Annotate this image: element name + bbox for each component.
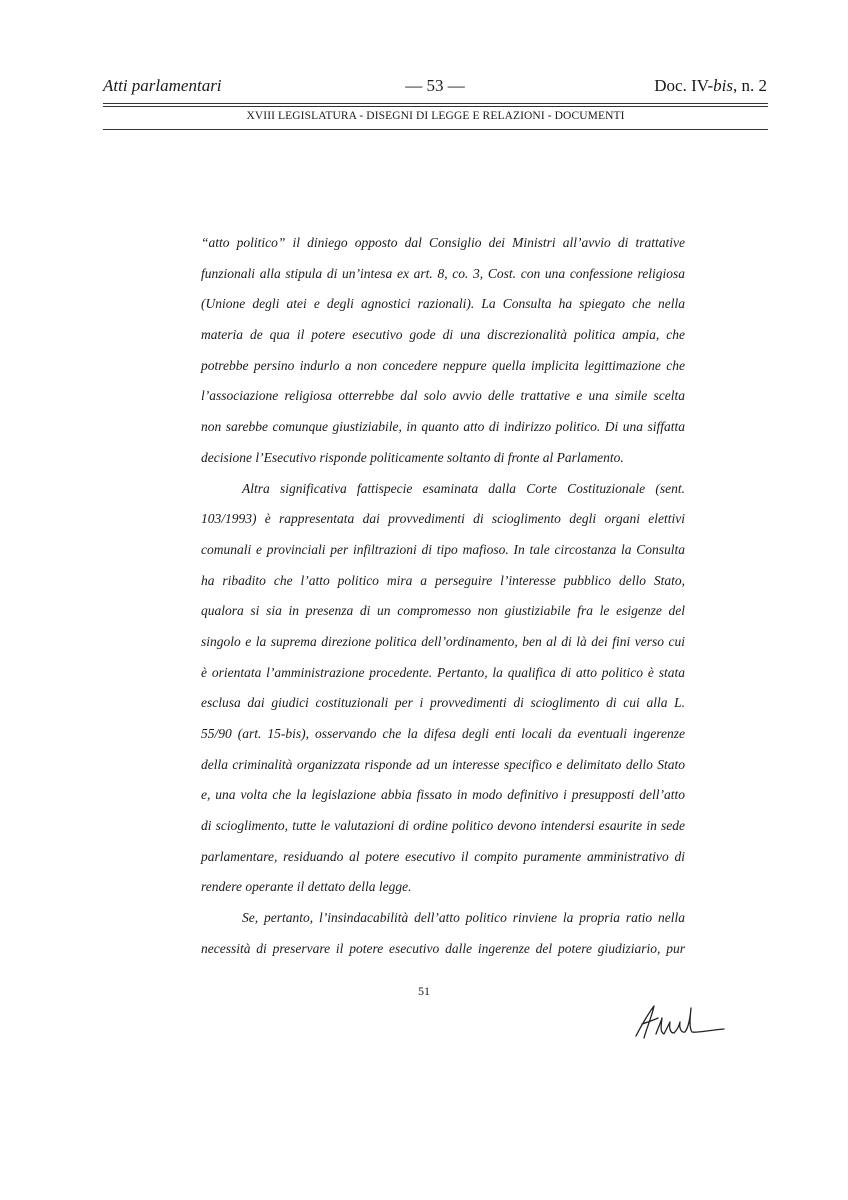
header-rule-bottom xyxy=(103,129,768,130)
text-line: 55/90 (art. 15-bis), osservando che la difesa degli enti locali da eventuali ingerenze xyxy=(201,726,685,741)
text-line: rendere operante il dettato della legge. xyxy=(201,879,412,895)
text-line: ha ribadito che l’atto politico mira a perseguire l’interesse pubblico dello Stato, xyxy=(201,572,685,588)
text-line: l’associazione religiosa otterrebbe dal solo avvio delle trattative e una simile scelta xyxy=(201,388,685,404)
text-line: e, una volta che la legislazione abbia fissato in modo definitivo i presupposti dell’atto xyxy=(201,787,685,803)
footer-page-number: 51 xyxy=(418,984,430,998)
text-line: decisione l’Esecutivo risponde politicamente soltanto di fronte al Parlamento. xyxy=(201,449,624,465)
text-line: funzionali alla stipula di un’intesa ex art. 8, co. 3, Cost. con una confessione religiosa xyxy=(201,265,685,281)
header-page-number: — 53 — xyxy=(405,76,465,95)
text-line: singolo e la suprema direzione politica dell’ordinamento, ben al di là dei fini verso cui xyxy=(201,633,685,649)
text-line: della criminalità organizzata risponde ad un interesse specifico e delimitato dello Stato xyxy=(201,756,685,772)
text-line: (Unione degli atei e degli agnostici razionali). La Consulta ha spiegato che nella xyxy=(201,296,685,312)
header-doc-ref-prefix: Doc. IV- xyxy=(654,76,714,95)
text-line: necessità di preservare il potere esecutivo dalle ingerenze del potere giudiziario, pur xyxy=(201,940,685,956)
text-line: materia de qua il potere esecutivo gode di una discrezionalità politica ampia, che xyxy=(201,327,685,343)
text-line: “atto politico” il diniego opposto dal Consiglio dei Ministri all’avvio di trattative xyxy=(201,235,685,250)
text-line: Altra significativa fattispecie esaminata dalla Corte Costituzionale (sent. xyxy=(242,480,685,496)
header-doc-ref-italic: bis xyxy=(713,76,733,95)
header-doc-ref xyxy=(654,76,767,96)
text-line: 103/1993) è rappresentata dai provvedimenti di scioglimento degli organi elettivi xyxy=(201,511,685,527)
text-line: Se, pertanto, l’insindacabilità dell’atto politico rinviene la propria ratio nella xyxy=(242,910,685,926)
page-header xyxy=(103,76,767,102)
header-doc-ref-suffix: , n. 2 xyxy=(733,76,767,95)
legislature-subheader: XVIII LEGISLATURA - DISEGNI DI LEGGE E RELAZIONI - DOCUMENTI xyxy=(246,110,625,122)
text-line: potrebbe persino indurlo a non concedere neppure quella implicita legittimazione che xyxy=(201,357,685,373)
text-line: è orientata l’amministrazione procedente. Pertanto, la qualifica di atto politico è stata xyxy=(201,664,685,680)
text-line: comunali e provinciali per infiltrazioni di tipo mafioso. In tale circostanza la Consulta xyxy=(201,541,685,557)
header-rule-top xyxy=(103,103,768,104)
text-line: qualora si sia in presenza di un compromesso non giustiziabile fra le esigenze del xyxy=(201,603,685,619)
signature-mark xyxy=(628,1000,728,1042)
header-title: Atti parlamentari xyxy=(103,76,222,95)
body-text xyxy=(201,228,685,965)
text-line: non sarebbe comunque giustiziabile, in quanto atto di indirizzo politico. Di una siffatta xyxy=(201,419,685,435)
text-line: di scioglimento, tutte le valutazioni di ordine politico devono intendersi esaurite in sede xyxy=(201,818,685,834)
header-rule-double xyxy=(103,106,768,107)
text-line: parlamentare, residuando al potere esecutivo il compito puramente amministrativo di xyxy=(201,848,685,864)
text-line: esclusa dai giudici costituzionali per i provvedimenti di scioglimento di cui alla L. xyxy=(201,695,685,711)
